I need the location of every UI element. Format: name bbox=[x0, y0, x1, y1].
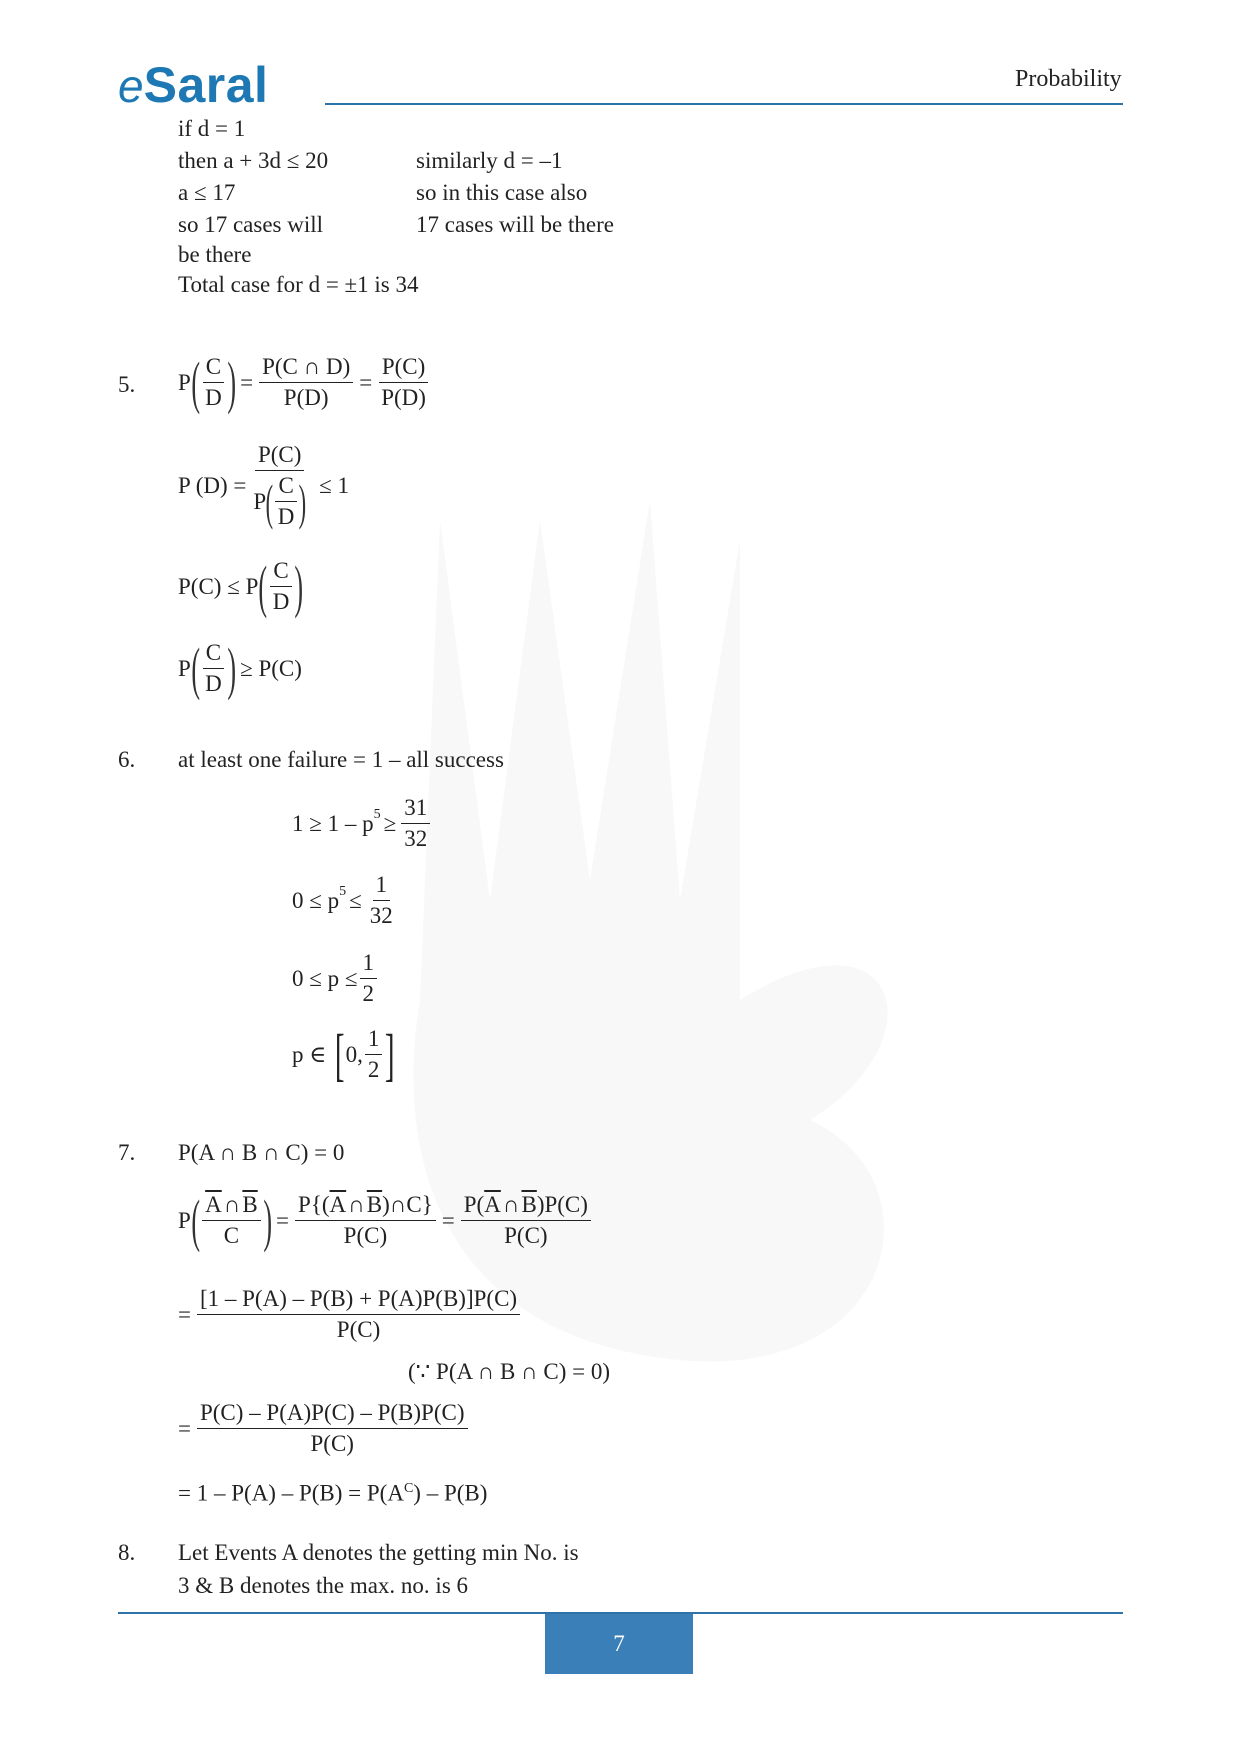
q7-eq1: P ( $\frac{\overline{A}\cap\overline{B}}{C}$ ) = $\frac{P\{(\overline{A}\cap\overline{B})\cap C\}}{P(C)}$ = $\frac{P(\overline{A}\cap\overline{B})P(C)}{P(C)}$ bbox=[178, 1190, 593, 1251]
case-col1-line2: then a + 3d ≤ 20 bbox=[178, 148, 329, 173]
q7-eq3: = $\frac{P(C) - P(A)P(C) - P(B)P(C)}{P(C)}$ bbox=[178, 1398, 470, 1459]
q6-eq1: 1 ≥ 1 – p $^5$ ≥ $\frac{31}{32}$ bbox=[292, 793, 432, 854]
case-col2-line1: similarly d = –1 bbox=[416, 148, 563, 173]
q8-line2: 3 & B denotes the max. no. is 6 bbox=[178, 1573, 469, 1598]
q5-frac-pc: $\frac{P(C)}{P(D)}$ bbox=[378, 352, 429, 413]
q6-eq4: p ∈ [ 0, $\frac{1}{2}$ ] bbox=[292, 1021, 395, 1087]
q6-statement: at least one failure = 1 – all success bbox=[178, 747, 504, 772]
case-col2-line3: 17 cases will be there bbox=[416, 212, 614, 237]
q7-final: = $1 - P(A) - P(B) = P(A^C) - P(B)$ bbox=[178, 1480, 488, 1506]
q7-eq2: = $\frac{[1 - P(A) - P(B) + P(A)P(B)]P(C)}{P(C)}$ bbox=[178, 1284, 522, 1345]
q7-number: 7. bbox=[118, 1140, 136, 1165]
q5-frac-pcd: $\frac{P(C \cap D)}{P(D)}$ bbox=[259, 352, 353, 413]
case-col1-line5: be there bbox=[178, 242, 252, 267]
q5-pc-over-pcd: P(C) P ( $\frac{C}{D}$ ) bbox=[253, 442, 307, 530]
case-col1-line4: so 17 cases will bbox=[178, 212, 324, 237]
q6-number: 6. bbox=[118, 747, 136, 772]
case-col2-line2: so in this case also bbox=[416, 180, 588, 205]
q5-eq2: P (D) = P(C) P ( $\frac{C}{D}$ ) ≤ 1 bbox=[178, 440, 349, 532]
q5-eq4: P ( $\frac{C}{D}$ ) ≥ P(C) bbox=[178, 635, 302, 701]
case-col1-line6: Total case for d = ±1 is 34 bbox=[178, 272, 419, 297]
page-number: 7 bbox=[545, 1614, 693, 1674]
q5-number: 5. bbox=[118, 372, 136, 397]
q7-because: (∵ P(A ∩ B ∩ C) = 0) bbox=[408, 1359, 611, 1384]
section-title: Probability bbox=[1015, 66, 1122, 92]
header-divider bbox=[325, 103, 1123, 105]
q6-eq3: 0 ≤ p ≤ $\frac{1}{2}$ bbox=[292, 948, 379, 1009]
case-col1-line3: a ≤ 17 bbox=[178, 180, 236, 205]
q5-eq3: P(C) ≤ P ( $\frac{C}{D}$ ) bbox=[178, 553, 304, 619]
q8-number: 8. bbox=[118, 1540, 136, 1565]
q6-eq2: 0 ≤ p $^5$ ≤ $\frac{1}{32}$ bbox=[292, 872, 393, 928]
q5-eq1: P ( $\frac{C}{D}$ ) = $\frac{P(C \cap D)}{P(D)}$ = $\frac{P(C)}{P(D)}$ bbox=[178, 352, 431, 413]
q8-line1: Let Events A denotes the getting min No. is bbox=[178, 1540, 579, 1565]
esaral-logo bbox=[118, 56, 268, 112]
q5-c-over-d: $\frac{C}{D}$ bbox=[202, 352, 225, 413]
q5-P: P bbox=[178, 369, 191, 395]
logo-text: Saral bbox=[143, 57, 269, 113]
logo-prefix: e bbox=[118, 60, 144, 112]
case-col1-line1: if d = 1 bbox=[178, 116, 246, 141]
q7-line1: P(A ∩ B ∩ C) = 0 bbox=[178, 1140, 345, 1165]
